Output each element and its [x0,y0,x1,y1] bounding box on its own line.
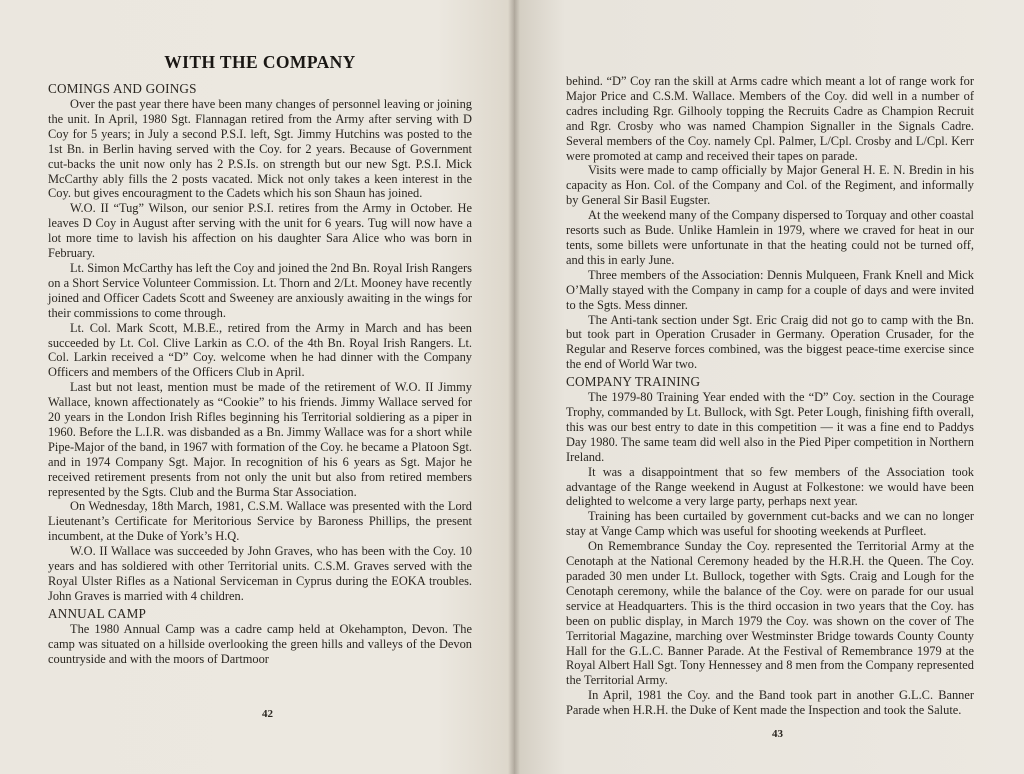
paragraph: The Anti-tank section under Sgt. Eric Craig did not go to camp with the Bn. but took part in Operation Crusader in Germany. Operation Crusader, for the Regular and Reserve forces combined, was the biggest peace-time exercise since the end of World War two. [566,312,974,372]
paragraph: In April, 1981 the Coy. and the Band took part in another G.L.C. Banner Parade when H.R.H. the Duke of Kent made the Inspection and took the Salute. [566,688,974,718]
paragraph: Over the past year there have been many changes of personnel leaving or joining the unit. In April, 1980 Sgt. Flannagan retired from the Army after serving with D Coy for 5 years; in July a second P.S.I. left, Sgt. Jimmy Hutchins was posted to the 1st Bn. in Berlin having served with the Coy. for 2 years. Because of Government cut-backs the unit now only has 2 P.S.Is. on strength but our new Sgt. P.S.I. Mick McCarthy ably fills the 2 posts vacated. Mick not only takes a keen interest in the Coy. but gives encouragment to the Cadets which his son Shaun has joined. [48,97,472,201]
paragraph: Lt. Col. Mark Scott, M.B.E., retired from the Army in March and has been succeeded by Lt. Col. Clive Larkin as C.O. of the 4th Bn. Royal Irish Rangers. Lt. Col. Larkin received a “D” Coy. welcome when he had dinner with the Company Officers and members of the Officers Club in April. [48,320,472,380]
paragraph: On Wednesday, 18th March, 1981, C.S.M. Wallace was presented with the Lord Lieutenant’s Certificate for Meritorious Service by Baroness Phillips, the present incumbent, at the Duke of York’s H.Q. [48,499,472,544]
paragraph: The 1980 Annual Camp was a cadre camp held at Okehampton, Devon. The camp was situated on a hillside overlooking the green hills and valleys of the Devon countryside and with the moors of Dartmoor [48,621,472,666]
section-heading-company-training: COMPANY TRAINING [566,374,701,390]
paragraph: W.O. II Wallace was succeeded by John Graves, who has been with the Coy. 10 years and has soldiered with other Territorial units. C.S.M. Graves served with the Royal Ulster Rifles as a National Serviceman in Cyprus during the EOKA troubles. John Graves is married with 4 children. [48,544,472,603]
paragraph: Lt. Simon McCarthy has left the Coy and joined the 2nd Bn. Royal Irish Rangers on a Short Service Volunteer Commission. Lt. Thorn and 2/Lt. Mooney have recently joined and Officer Cadets Scott and Sweeney are anxiously awaiting in the wings for their commissions to come through. [48,260,472,320]
paragraph: On Remembrance Sunday the Coy. represented the Territorial Army at the Cenotaph at the National Ceremony headed by the H.R.H. the Queen. The Coy. paraded 30 men under Lt. Bullock, together with Sgts. Craig and Lough for the Cenotaph ceremony, while the balance of the Coy. were on parade for our usual service at Headquarters. This is the third occasion in two years that the Coy. has been on public display, in March 1979 the Coy. was shown on the cover of The Territorial Magazine, marching over Westminster Bridge towards County County Hall for the G.L.C. Banner Parade. At the Festival of Remembrance 1979 at the Royal Albert Hall Sgt. Tony Hennessey and 8 men from the Company represented the Territorial Army. [566,539,974,688]
paragraph: behind. “D” Coy ran the skill at Arms cadre which meant a lot of range work for Major Price and C.S.M. Wallace. Members of the Coy. did well in a number of cadres including Rgr. Gilhooly topping the Recruits Cadre as Champion Recruit and Rgr. Crosby who was named Champion Signaller in the Signals Cadre. Several members of the Coy. namely Cpl. Palmer, L/Cpl. Crosby and L/Cpl. Kerr were promoted at camp and received their tapes on parade. [566,74,974,163]
paragraph: W.O. II “Tug” Wilson, our senior P.S.I. retires from the Army in October. He leaves D Coy in August after serving with the unit for 6 years. Tug will now have a lot more time to lavish his affection on his daughter Sara Alice who was born in February. [48,201,472,261]
paragraph: Visits were made to camp officially by Major General H. E. N. Bredin in his capacity as Hon. Col. of the Company and Col. of the Regiment, and informally by General Sir Basil Eugster. [566,163,974,208]
paragraph: It was a disappointment that so few members of the Association took advantage of the Range weekend in August at Folkestone: we would have been delighted to welcome a very large party, perhaps next year. [566,464,974,509]
paragraph: Three members of the Association: Dennis Mulqueen, Frank Knell and Mick O’Mally stayed with the Company in camp for a couple of days and were invited to the Sgts. Mess dinner. [566,267,974,312]
page-number: 43 [772,728,783,740]
right-page [514,0,1024,774]
page-title: WITH THE COMPANY [164,52,356,72]
paragraph: Training has been curtailed by government cut-backs and we can no longer stay at Vange Camp which was useful for shooting weekends at Purfleet. [566,509,974,539]
section-heading-annual-camp: ANNUAL CAMP [48,605,147,621]
paragraph: Last but not least, mention must be made of the retirement of W.O. II Jimmy Wallace, known affectionately as “Cookie” to his friends. Jimmy Wallace served for 20 years in the London Irish Rifles beginning his Territorial soldiering as a piper in 1960. Before the L.I.R. was disbanded as a Bn. Jimmy Wallace was for a short while Pipe-Major of the band, in 1967 with formation of the Coy. he became a Platoon Sgt. and in 1974 Company Sgt. Major. In recognition of his 6 years as Sgt. Major he received retirement presents from not only the unit but also from retired members represented by the Sgts. Club and the Burma Star Association. [48,380,472,499]
paragraph: At the weekend many of the Company dispersed to Torquay and other coastal resorts such as Bude. Unlike Hamlein in 1979, where we craved for heat in our tents, some billets were unfortunate in that the heating could not be turned off, and this in early June. [566,208,974,267]
paragraph: The 1979-80 Training Year ended with the “D” Coy. section in the Courage Trophy, commanded by Lt. Bullock, with Sgt. Peter Lough, finishing fifth overall, this was our best entry to date in this competition — it was a fine end to Paddys Day 1980. The same team did well also in the Pied Piper competition in Northern Ireland. [566,390,974,464]
page-number: 42 [262,708,273,720]
section-heading-comings-goings: COMINGS AND GOINGS [48,81,197,96]
book-gutter [508,0,520,774]
